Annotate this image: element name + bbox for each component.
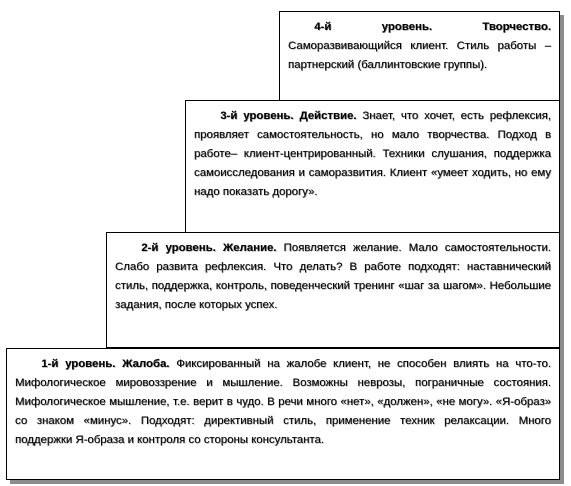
level-1-box <box>6 348 560 480</box>
level-3-box <box>185 100 560 233</box>
level-2-description: Появляется желание. Мало самостоятельности. Слабо развита рефлексия. Что делать? В работе подходят: наставнический стиль, поддержка, контроль, поведенческий тренинг «шаг за шагом». Небольшие задания, после которых успех. <box>115 242 551 311</box>
level-3-description: Знает, что хочет, есть рефлексия, проявляет самостоятельность, но мало творчества. Подход в работе– клиент-центрированный. Техники слушания, поддержка самоисследования и саморазвития. Клиент «умеет ходить, но ему надо показать дорогу». <box>194 110 551 198</box>
level-1-text <box>15 355 551 450</box>
level-2-text <box>115 239 551 315</box>
level-4-description: Саморазвивающийся клиент. Стиль работы – партнерский (баллинтовские группы). <box>288 40 551 71</box>
level-4-text <box>288 18 551 75</box>
level-1-description: Фиксированный на жалобе клиент, не способен влиять на что-то. Мифологическое мировоззрение и мышление. Возможны неврозы, пограничные состояния. Мифологическое мышление, т.е. верит в чудо. В речи много «нет», «должен», «не могу». «Я-образ» со знаком «минус». Подходят: директивный стиль, применение техник релаксации. Много поддержки Я-образа и контроля со стороны консультанта. <box>15 358 552 446</box>
level-4-title: 4-й уровень. Творчество. <box>314 21 551 33</box>
level-3-text <box>194 107 551 202</box>
level-1-title: 1-й уровень. Жалоба. <box>41 358 170 370</box>
level-2-box <box>106 232 560 348</box>
level-2-title: 2-й уровень. Желание. <box>141 242 277 254</box>
level-3-title: 3-й уровень. Действие. <box>220 110 357 122</box>
level-4-box <box>279 11 560 101</box>
